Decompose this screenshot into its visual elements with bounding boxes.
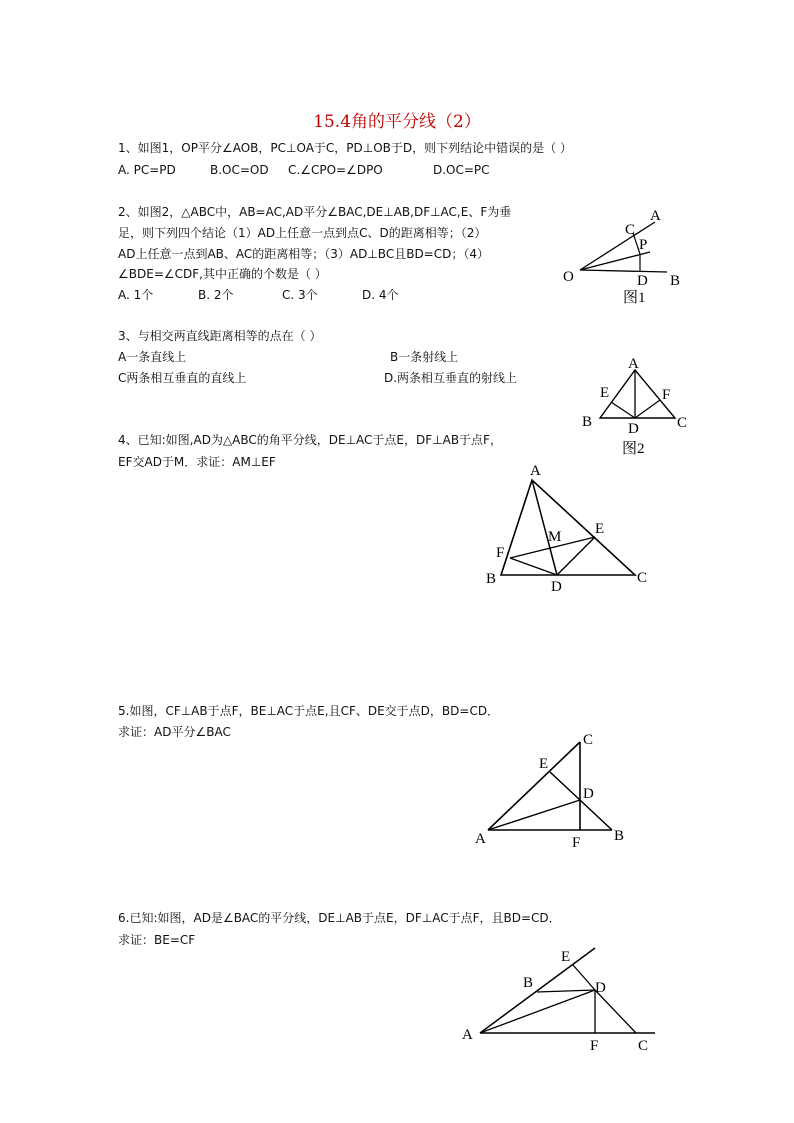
fig1-label-a: A [650, 208, 661, 224]
figure-2 [575, 350, 695, 460]
q1-stem: 1、如图1，OP平分∠AOB，PC⊥OA于C，PD⊥OB于D，则下列结论中错误的是（ ） [118, 141, 572, 155]
q2-option-c: C. 3个 [282, 288, 318, 302]
fig2-label-a: A [628, 356, 639, 372]
fig4-label-b: B [486, 571, 497, 587]
fig4-label-c: C [637, 570, 648, 586]
figure-6 [460, 940, 670, 1060]
fig1-label-o: O [563, 269, 574, 285]
fig6-label-b: B [523, 975, 534, 991]
q2-option-d: D. 4个 [362, 288, 399, 302]
fig6-label-f: F [590, 1038, 599, 1054]
fig4-label-d: D [551, 579, 562, 595]
fig1-caption: 图1 [623, 290, 646, 306]
q3-option-c: C两条相互垂直的直线上 [118, 371, 247, 385]
q2-line-1: 2、如图2，△ABC中，AB=AC,AD平分∠BAC,DE⊥AB,DF⊥AC,E、F为垂 [118, 205, 512, 219]
fig5-label-d: D [583, 786, 594, 802]
fig2-label-d: D [628, 421, 639, 437]
q2-line-3: AD上任意一点到AB、AC的距离相等；（3）AD⊥BC且BD=CD；（4） [118, 247, 489, 261]
figure-5 [470, 725, 640, 855]
q1-option-c: C.∠CPO=∠DPO [288, 163, 383, 177]
fig1-label-b: B [670, 273, 681, 289]
fig5-label-a: A [475, 831, 486, 847]
fig4-label-a: A [530, 463, 541, 479]
q4-line-2: EF交AD于M．求证：AM⊥EF [118, 455, 276, 469]
q5-line-2: 求证：AD平分∠BAC [118, 725, 231, 739]
q6-line-2: 求证：BE=CF [118, 933, 196, 947]
q2-line-2: 足，则下列四个结论（1）AD上任意一点到点C、D的距离相等；（2） [118, 226, 487, 240]
q6-line-1: 6.已知:如图，AD是∠BAC的平分线，DE⊥AB于点E，DF⊥AC于点F，且BD=CD． [118, 911, 561, 925]
figure-4 [475, 455, 665, 605]
fig4-label-f: F [496, 545, 505, 561]
fig2-label-c: C [677, 415, 688, 431]
fig4-label-m: M [548, 529, 562, 545]
fig6-label-e: E [561, 949, 571, 965]
q5-line-1: 5.如图，CF⊥AB于点F，BE⊥AC于点E,且CF、DE交于点D，BD=CD． [118, 704, 500, 718]
q3-stem: 3、与相交两直线距离相等的点在（ ） [118, 329, 322, 343]
q1-option-d: D.OC=PC [433, 163, 490, 177]
fig1-label-c: C [625, 222, 636, 238]
fig2-label-f: F [662, 387, 671, 403]
q1-option-a: A. PC=PD [118, 163, 176, 177]
fig5-label-f: F [572, 835, 581, 851]
q3-option-d: D.两条相互垂直的射线上 [384, 371, 518, 385]
fig1-label-p: P [639, 237, 648, 253]
fig5-label-b: B [614, 828, 625, 844]
fig4-label-e: E [595, 521, 605, 537]
fig6-label-c: C [638, 1038, 649, 1054]
fig6-label-a: A [462, 1027, 473, 1043]
q2-option-b: B. 2个 [198, 288, 234, 302]
q2-line-4: ∠BDE=∠CDF,其中正确的个数是（ ） [118, 267, 327, 281]
q3-option-a: A一条直线上 [118, 350, 187, 364]
fig2-caption: 图2 [622, 441, 645, 457]
q2-option-a: A. 1个 [118, 288, 154, 302]
q1-option-b: B.OC=OD [210, 163, 269, 177]
figure-1 [555, 200, 695, 310]
fig5-label-c: C [583, 732, 594, 748]
fig2-label-b: B [582, 414, 593, 430]
fig2-label-e: E [600, 385, 610, 401]
page-title: 15.4角的平分线（2） [313, 112, 481, 132]
fig5-label-e: E [539, 756, 549, 772]
fig6-label-d: D [595, 980, 606, 996]
q4-line-1: 4、已知:如图,AD为△ABC的角平分线，DE⊥AC于点E，DF⊥AB于点F， [118, 433, 502, 447]
q3-option-b: B一条射线上 [390, 350, 459, 364]
fig1-label-d: D [637, 273, 648, 289]
